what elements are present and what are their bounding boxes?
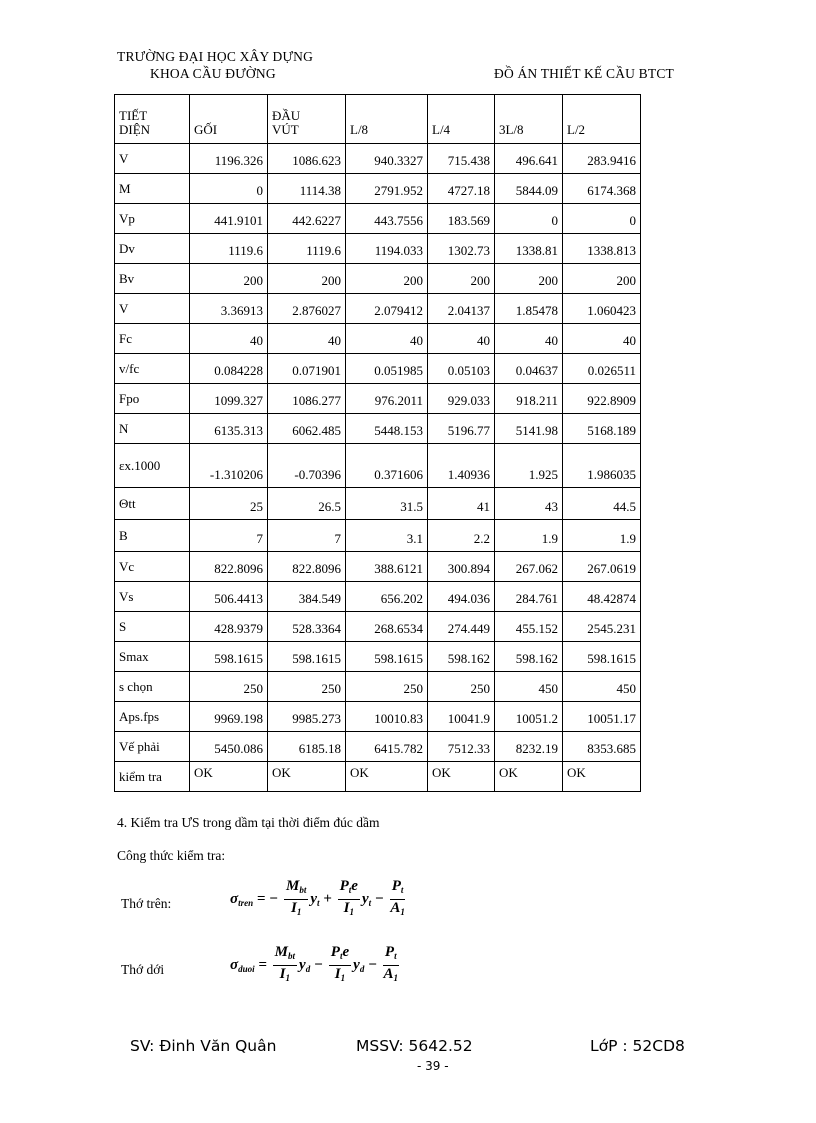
- row-label: Aps.fps: [115, 702, 190, 732]
- table-header-cell: [346, 95, 428, 144]
- value-cell: 598.1615: [268, 642, 346, 672]
- section-heading: 4. Kiểm tra ƯS trong dầm tại thời điểm đúc dầm: [117, 815, 380, 830]
- value-cell: 976.2011: [346, 384, 428, 414]
- row-label: Bv: [115, 264, 190, 294]
- value-cell: 450: [495, 672, 563, 702]
- table-row: [115, 294, 641, 324]
- value-cell: 1.9: [563, 520, 641, 552]
- value-cell: 10041.9: [428, 702, 495, 732]
- row-label: Fc: [115, 324, 190, 354]
- row-label: Dv: [115, 234, 190, 264]
- value-cell: 5168.189: [563, 414, 641, 444]
- value-cell: 6135.313: [190, 414, 268, 444]
- value-cell: 10010.83: [346, 702, 428, 732]
- value-cell: 200: [428, 264, 495, 294]
- value-cell: 598.162: [428, 642, 495, 672]
- row-label: M: [115, 174, 190, 204]
- value-cell: 3.36913: [190, 294, 268, 324]
- table-row: [115, 520, 641, 552]
- formula-bottom: $\sigma_{duoi}$ = $\frac{M_{bt}}{I_1}$ $y_d$ − $\frac{P_te}{I_1}$ $y_d$ − $\frac{P_t}{A_1}$: [230, 944, 399, 983]
- section-intro: Công thức kiểm tra:: [117, 848, 226, 863]
- value-cell: 922.8909: [563, 384, 641, 414]
- value-cell: 442.6227: [268, 204, 346, 234]
- value-cell: 4727.18: [428, 174, 495, 204]
- page-number: - 39 -: [417, 1059, 449, 1073]
- value-cell: 428.9379: [190, 612, 268, 642]
- value-cell: 283.9416: [563, 144, 641, 174]
- table-header-cell: [563, 95, 641, 144]
- value-cell: 0.026511: [563, 354, 641, 384]
- header-line: L/8: [350, 122, 369, 137]
- value-cell: 822.8096: [190, 552, 268, 582]
- value-cell: 598.1615: [346, 642, 428, 672]
- value-cell: 2545.231: [563, 612, 641, 642]
- value-cell: 2.079412: [346, 294, 428, 324]
- table-row: [115, 264, 641, 294]
- value-cell: 268.6534: [346, 612, 428, 642]
- value-cell: 183.569: [428, 204, 495, 234]
- value-cell: 506.4413: [190, 582, 268, 612]
- value-cell: 384.549: [268, 582, 346, 612]
- value-cell: 250: [428, 672, 495, 702]
- check-result-cell: OK: [563, 762, 641, 792]
- value-cell: 929.033: [428, 384, 495, 414]
- check-result-cell: OK: [428, 762, 495, 792]
- table-row: [115, 702, 641, 732]
- value-cell: 1338.81: [495, 234, 563, 264]
- value-cell: 10051.17: [563, 702, 641, 732]
- value-cell: 496.641: [495, 144, 563, 174]
- value-cell: 5450.086: [190, 732, 268, 762]
- row-label: s chọn: [115, 672, 190, 702]
- table-row: [115, 672, 641, 702]
- value-cell: 822.8096: [268, 552, 346, 582]
- table-row: [115, 762, 641, 792]
- school-name: TRƯỜNG ĐẠI HỌC XÂY DỰNG: [117, 49, 314, 64]
- value-cell: 300.894: [428, 552, 495, 582]
- value-cell: 250: [346, 672, 428, 702]
- value-cell: 1086.623: [268, 144, 346, 174]
- table-row: [115, 384, 641, 414]
- row-label: v/fc: [115, 354, 190, 384]
- value-cell: 40: [495, 324, 563, 354]
- value-cell: -1.310206: [190, 444, 268, 488]
- value-cell: 25: [190, 488, 268, 520]
- header-line: 3L/8: [499, 122, 524, 137]
- value-cell: 7: [190, 520, 268, 552]
- value-cell: 528.3364: [268, 612, 346, 642]
- row-label: N: [115, 414, 190, 444]
- value-cell: 5844.09: [495, 174, 563, 204]
- table-row: [115, 204, 641, 234]
- table-header-cell: [190, 95, 268, 144]
- formula-top: $\sigma_{tren}$ = − $\frac{M_{bt}}{I_1}$ $y_t$ + $\frac{P_te}{I_1}$ $y_t$ − $\frac{P_t}{A_1}$: [230, 878, 405, 917]
- value-cell: 441.9101: [190, 204, 268, 234]
- value-cell: 43: [495, 488, 563, 520]
- value-cell: 3.1: [346, 520, 428, 552]
- value-cell: 0: [190, 174, 268, 204]
- value-cell: 1.060423: [563, 294, 641, 324]
- value-cell: 1.925: [495, 444, 563, 488]
- value-cell: 44.5: [563, 488, 641, 520]
- row-label: Θtt: [115, 488, 190, 520]
- value-cell: 455.152: [495, 612, 563, 642]
- value-cell: 0.371606: [346, 444, 428, 488]
- value-cell: 40: [268, 324, 346, 354]
- value-cell: 40: [563, 324, 641, 354]
- header-line: VÚT: [272, 122, 299, 137]
- row-label: Smax: [115, 642, 190, 672]
- value-cell: 450: [563, 672, 641, 702]
- value-cell: 1338.813: [563, 234, 641, 264]
- value-cell: 6062.485: [268, 414, 346, 444]
- value-cell: 0.071901: [268, 354, 346, 384]
- value-cell: 494.036: [428, 582, 495, 612]
- header-line: L/2: [567, 122, 586, 137]
- value-cell: 7: [268, 520, 346, 552]
- value-cell: 2791.952: [346, 174, 428, 204]
- value-cell: 200: [268, 264, 346, 294]
- value-cell: 40: [190, 324, 268, 354]
- bottom-fiber-label: Thớ dới: [121, 962, 165, 977]
- row-label: Vc: [115, 552, 190, 582]
- value-cell: 200: [495, 264, 563, 294]
- value-cell: 8232.19: [495, 732, 563, 762]
- row-label: Vp: [115, 204, 190, 234]
- value-cell: 2.2: [428, 520, 495, 552]
- value-cell: 267.062: [495, 552, 563, 582]
- value-cell: 26.5: [268, 488, 346, 520]
- value-cell: 388.6121: [346, 552, 428, 582]
- header-line: DIỆN: [119, 122, 151, 137]
- table-row: [115, 144, 641, 174]
- value-cell: -0.70396: [268, 444, 346, 488]
- value-cell: 1114.38: [268, 174, 346, 204]
- value-cell: 40: [346, 324, 428, 354]
- value-cell: 40: [428, 324, 495, 354]
- value-cell: 6415.782: [346, 732, 428, 762]
- value-cell: 0.051985: [346, 354, 428, 384]
- row-label: B: [115, 520, 190, 552]
- value-cell: 5448.153: [346, 414, 428, 444]
- value-cell: 250: [190, 672, 268, 702]
- value-cell: 7512.33: [428, 732, 495, 762]
- value-cell: 940.3327: [346, 144, 428, 174]
- table-header-cell: [428, 95, 495, 144]
- row-label: εx.1000: [115, 444, 190, 488]
- project-title: ĐỒ ÁN THIẾT KẾ CẦU BTCT: [494, 66, 674, 81]
- table-row: [115, 234, 641, 264]
- value-cell: 267.0619: [563, 552, 641, 582]
- value-cell: 0.084228: [190, 354, 268, 384]
- value-cell: 656.202: [346, 582, 428, 612]
- row-label: Fpo: [115, 384, 190, 414]
- value-cell: 443.7556: [346, 204, 428, 234]
- value-cell: 6185.18: [268, 732, 346, 762]
- row-label: V: [115, 144, 190, 174]
- check-result-cell: OK: [268, 762, 346, 792]
- value-cell: 41: [428, 488, 495, 520]
- value-cell: 918.211: [495, 384, 563, 414]
- header-line: L/4: [432, 122, 451, 137]
- value-cell: 1194.033: [346, 234, 428, 264]
- value-cell: 200: [190, 264, 268, 294]
- value-cell: 1.986035: [563, 444, 641, 488]
- table-row: [115, 354, 641, 384]
- value-cell: 200: [563, 264, 641, 294]
- table-header-cell: [495, 95, 563, 144]
- table-row: [115, 174, 641, 204]
- value-cell: 0.05103: [428, 354, 495, 384]
- value-cell: 1119.6: [190, 234, 268, 264]
- value-cell: 10051.2: [495, 702, 563, 732]
- row-label: V: [115, 294, 190, 324]
- table-row: [115, 552, 641, 582]
- value-cell: 0: [563, 204, 641, 234]
- value-cell: 2.04137: [428, 294, 495, 324]
- value-cell: 1.9: [495, 520, 563, 552]
- row-label: Vs: [115, 582, 190, 612]
- value-cell: 5141.98: [495, 414, 563, 444]
- value-cell: 715.438: [428, 144, 495, 174]
- results-table: [114, 94, 641, 792]
- value-cell: 9969.198: [190, 702, 268, 732]
- value-cell: 1.40936: [428, 444, 495, 488]
- table-row: [115, 324, 641, 354]
- value-cell: 1086.277: [268, 384, 346, 414]
- value-cell: 1119.6: [268, 234, 346, 264]
- value-cell: 5196.77: [428, 414, 495, 444]
- value-cell: 598.1615: [190, 642, 268, 672]
- value-cell: 598.1615: [563, 642, 641, 672]
- row-label: S: [115, 612, 190, 642]
- header-line: ĐẦU: [272, 108, 301, 123]
- value-cell: 0: [495, 204, 563, 234]
- value-cell: 48.42874: [563, 582, 641, 612]
- value-cell: 200: [346, 264, 428, 294]
- table-header-cell: [268, 95, 346, 144]
- value-cell: 0.04637: [495, 354, 563, 384]
- table-row: [115, 732, 641, 762]
- value-cell: 1196.326: [190, 144, 268, 174]
- value-cell: 250: [268, 672, 346, 702]
- value-cell: 2.876027: [268, 294, 346, 324]
- value-cell: 1.85478: [495, 294, 563, 324]
- row-label: Vế phải: [115, 732, 190, 762]
- header-line: GỐI: [194, 122, 218, 137]
- value-cell: 284.761: [495, 582, 563, 612]
- value-cell: 274.449: [428, 612, 495, 642]
- table-header-cell: [115, 95, 190, 144]
- value-cell: 598.162: [495, 642, 563, 672]
- check-result-cell: OK: [346, 762, 428, 792]
- table-row: [115, 612, 641, 642]
- check-result-cell: OK: [190, 762, 268, 792]
- top-fiber-label: Thớ trên:: [121, 896, 172, 911]
- footer-class: LớP : 52CD8: [590, 1037, 685, 1055]
- value-cell: 8353.685: [563, 732, 641, 762]
- table-row: [115, 582, 641, 612]
- table-row: [115, 642, 641, 672]
- table-row: [115, 488, 641, 520]
- footer-student-id: MSSV: 5642.52: [356, 1037, 473, 1055]
- header-line: TIẾT: [119, 108, 148, 123]
- faculty-name: KHOA CẦU ĐƯỜNG: [150, 66, 276, 81]
- table-row: [115, 444, 641, 488]
- check-result-cell: OK: [495, 762, 563, 792]
- value-cell: 31.5: [346, 488, 428, 520]
- row-label: kiểm tra: [115, 762, 190, 792]
- value-cell: 9985.273: [268, 702, 346, 732]
- table-row: [115, 414, 641, 444]
- value-cell: 1099.327: [190, 384, 268, 414]
- value-cell: 1302.73: [428, 234, 495, 264]
- value-cell: 6174.368: [563, 174, 641, 204]
- table-header-row: [115, 95, 641, 144]
- footer-student: SV: Đinh Văn Quân: [130, 1037, 277, 1055]
